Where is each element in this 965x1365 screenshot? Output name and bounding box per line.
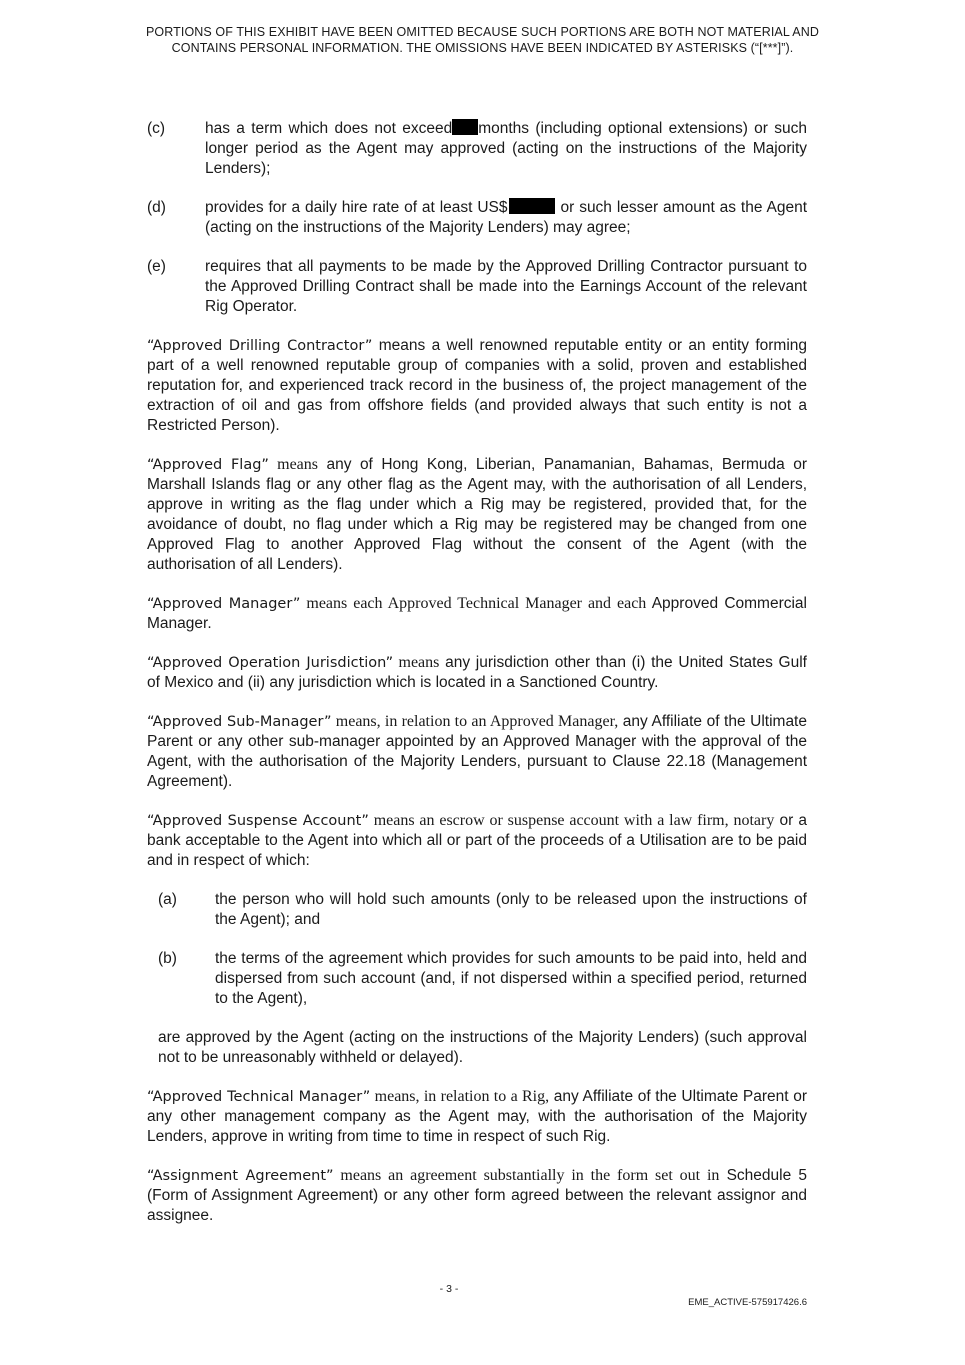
list-item-d (147, 198, 807, 238)
list-text-after: or such lesser amount as the Agent (acting on the instructions of the Majority Lenders) may agree; (205, 199, 808, 236)
definition-body: Approved Commercial Manager. (147, 595, 807, 632)
document-body (147, 119, 807, 1245)
list-item-b (158, 949, 807, 1009)
list-text: the person who will hold such amounts (only to be released upon the instructions of the Agent); and (215, 891, 807, 928)
list-text-before: provides for a daily hire rate of at least US$ (205, 199, 508, 216)
list-item-a (158, 890, 807, 930)
defined-term: “Approved Suspense Account” (147, 813, 369, 829)
list-text-after: months (including optional extensions) or such longer period as the Agent may approved (acting on the instructions of the Majority Lenders); (205, 120, 807, 177)
definition-approved-operation-jurisdiction (147, 653, 807, 693)
definition-means: means (268, 456, 318, 473)
definition-approved-manager (147, 594, 807, 634)
list-text (205, 198, 807, 238)
definition-assignment-agreement (147, 1166, 807, 1226)
defined-term: “Approved Operation Jurisdiction” (147, 655, 394, 671)
definition-body: any Affiliate of the Ultimate Parent or any other management company as the Agent may, with the authorisation of the Majority Lenders, approve in writing from time to time in respect of such Rig. (147, 1088, 807, 1145)
defined-term: “Approved Technical Manager” (147, 1089, 371, 1105)
definition-body: Schedule 5 (Form of Assignment Agreement) or any other form agreed between the relevant assignor and assignee. (147, 1167, 807, 1224)
list-text: requires that all payments to be made by the Approved Drilling Contractor pursuant to the Approved Drilling Contract shall be made into the Earnings Account of the relevant Rig Operator. (205, 258, 807, 315)
definition-means: means (393, 654, 440, 671)
redaction-box (509, 198, 555, 214)
header-line-2: CONTAINS PERSONAL INFORMATION. THE OMISSIONS HAVE BEEN INDICATED BY ASTERISKS (“[***]”). (171, 41, 794, 55)
definition-approved-sub-manager (147, 712, 807, 792)
definition-means: means, in relation to an Approved Manager, (331, 713, 619, 730)
list-label: (d) (147, 199, 166, 216)
definition-body: any jurisdiction other than (i) the United States Gulf of Mexico and (ii) any jurisdiction which is located in a Sanctioned Country. (147, 654, 807, 691)
definition-approved-technical-manager (147, 1087, 807, 1147)
definition-approved-suspense-account (147, 811, 807, 871)
list-text (205, 119, 807, 179)
list-label: (e) (147, 258, 166, 275)
definition-means: means each Approved Technical Manager and each (300, 595, 647, 612)
defined-term: “Approved Drilling Contractor” (147, 338, 373, 354)
definition-approved-flag (147, 455, 807, 575)
list-label: (c) (147, 120, 166, 137)
definition-body: any of Hong Kong, Liberian, Panamanian, Bahamas, Bermuda or Marshall Islands flag or any other flag as the Agent may, with the authorisation of all Lenders, approve in writing as the flag under which a Rig may be registered, provided that, for the avoidance of doubt, no flag under which a Rig may be registered may be changed from one Approved Flag to another Approved Flag without the consent of the Agent (with the authorisation of all Lenders). (147, 456, 808, 573)
definition-means: means an agreement substantially in the form set out in (333, 1167, 720, 1184)
definition-means: means an escrow or suspense account with a law firm, notary (368, 812, 775, 829)
header-line-1: PORTIONS OF THIS EXHIBIT HAVE BEEN OMITTED BECAUSE SUCH PORTIONS ARE BOTH NOT MATERIAL AND (145, 25, 819, 39)
list-text-before: has a term which does not exceed (205, 120, 453, 137)
redaction-box (452, 119, 478, 135)
defined-term: “Approved Sub-Manager” (147, 714, 332, 730)
definition-body: any Affiliate of the Ultimate Parent or any other sub-manager appointed by an Approved Manager with the approval of the Agent, with the authorisation of the Majority Lenders, pursuant to Clause 22.18 (Management Agreement). (147, 713, 807, 790)
page-number: - 3 - (439, 1283, 459, 1295)
defined-term: “Assignment Agreement” (147, 1168, 334, 1184)
definition-body: means a well renowned reputable entity or an entity forming part of a well renowned reputable group of companies with a solid, proven and established reputation for, and experienced track record in the business of, the project management of the extraction of oil and gas from offshore fields (and provided always that such entity is not a Restricted Person). (147, 337, 808, 434)
document-id: EME_ACTIVE-575917426.6 (688, 1297, 807, 1308)
defined-term: “Approved Manager” (147, 596, 301, 612)
exhibit-header (120, 24, 845, 56)
defined-term: “Approved Flag” (147, 457, 269, 473)
list-label: (a) (158, 891, 177, 908)
definition-body: or a bank acceptable to the Agent into which all or part of the proceeds of a Utilisation are to be paid and in respect of which: (147, 812, 808, 869)
definition-means: means, in relation to a Rig, (370, 1088, 550, 1105)
list-label: (b) (158, 950, 177, 967)
list-text: the terms of the agreement which provides for such amounts to be paid into, held and dispersed from such account (and, if not dispersed within a specified period, returned to the Agent), (215, 950, 807, 1007)
list-item-e (147, 257, 807, 317)
definition-approved-drilling-contractor (147, 336, 807, 436)
list-item-c (147, 119, 807, 179)
suspense-account-tail: are approved by the Agent (acting on the instructions of the Majority Lenders) (such approval not to be unreasonably withheld or delayed). (158, 1029, 807, 1066)
